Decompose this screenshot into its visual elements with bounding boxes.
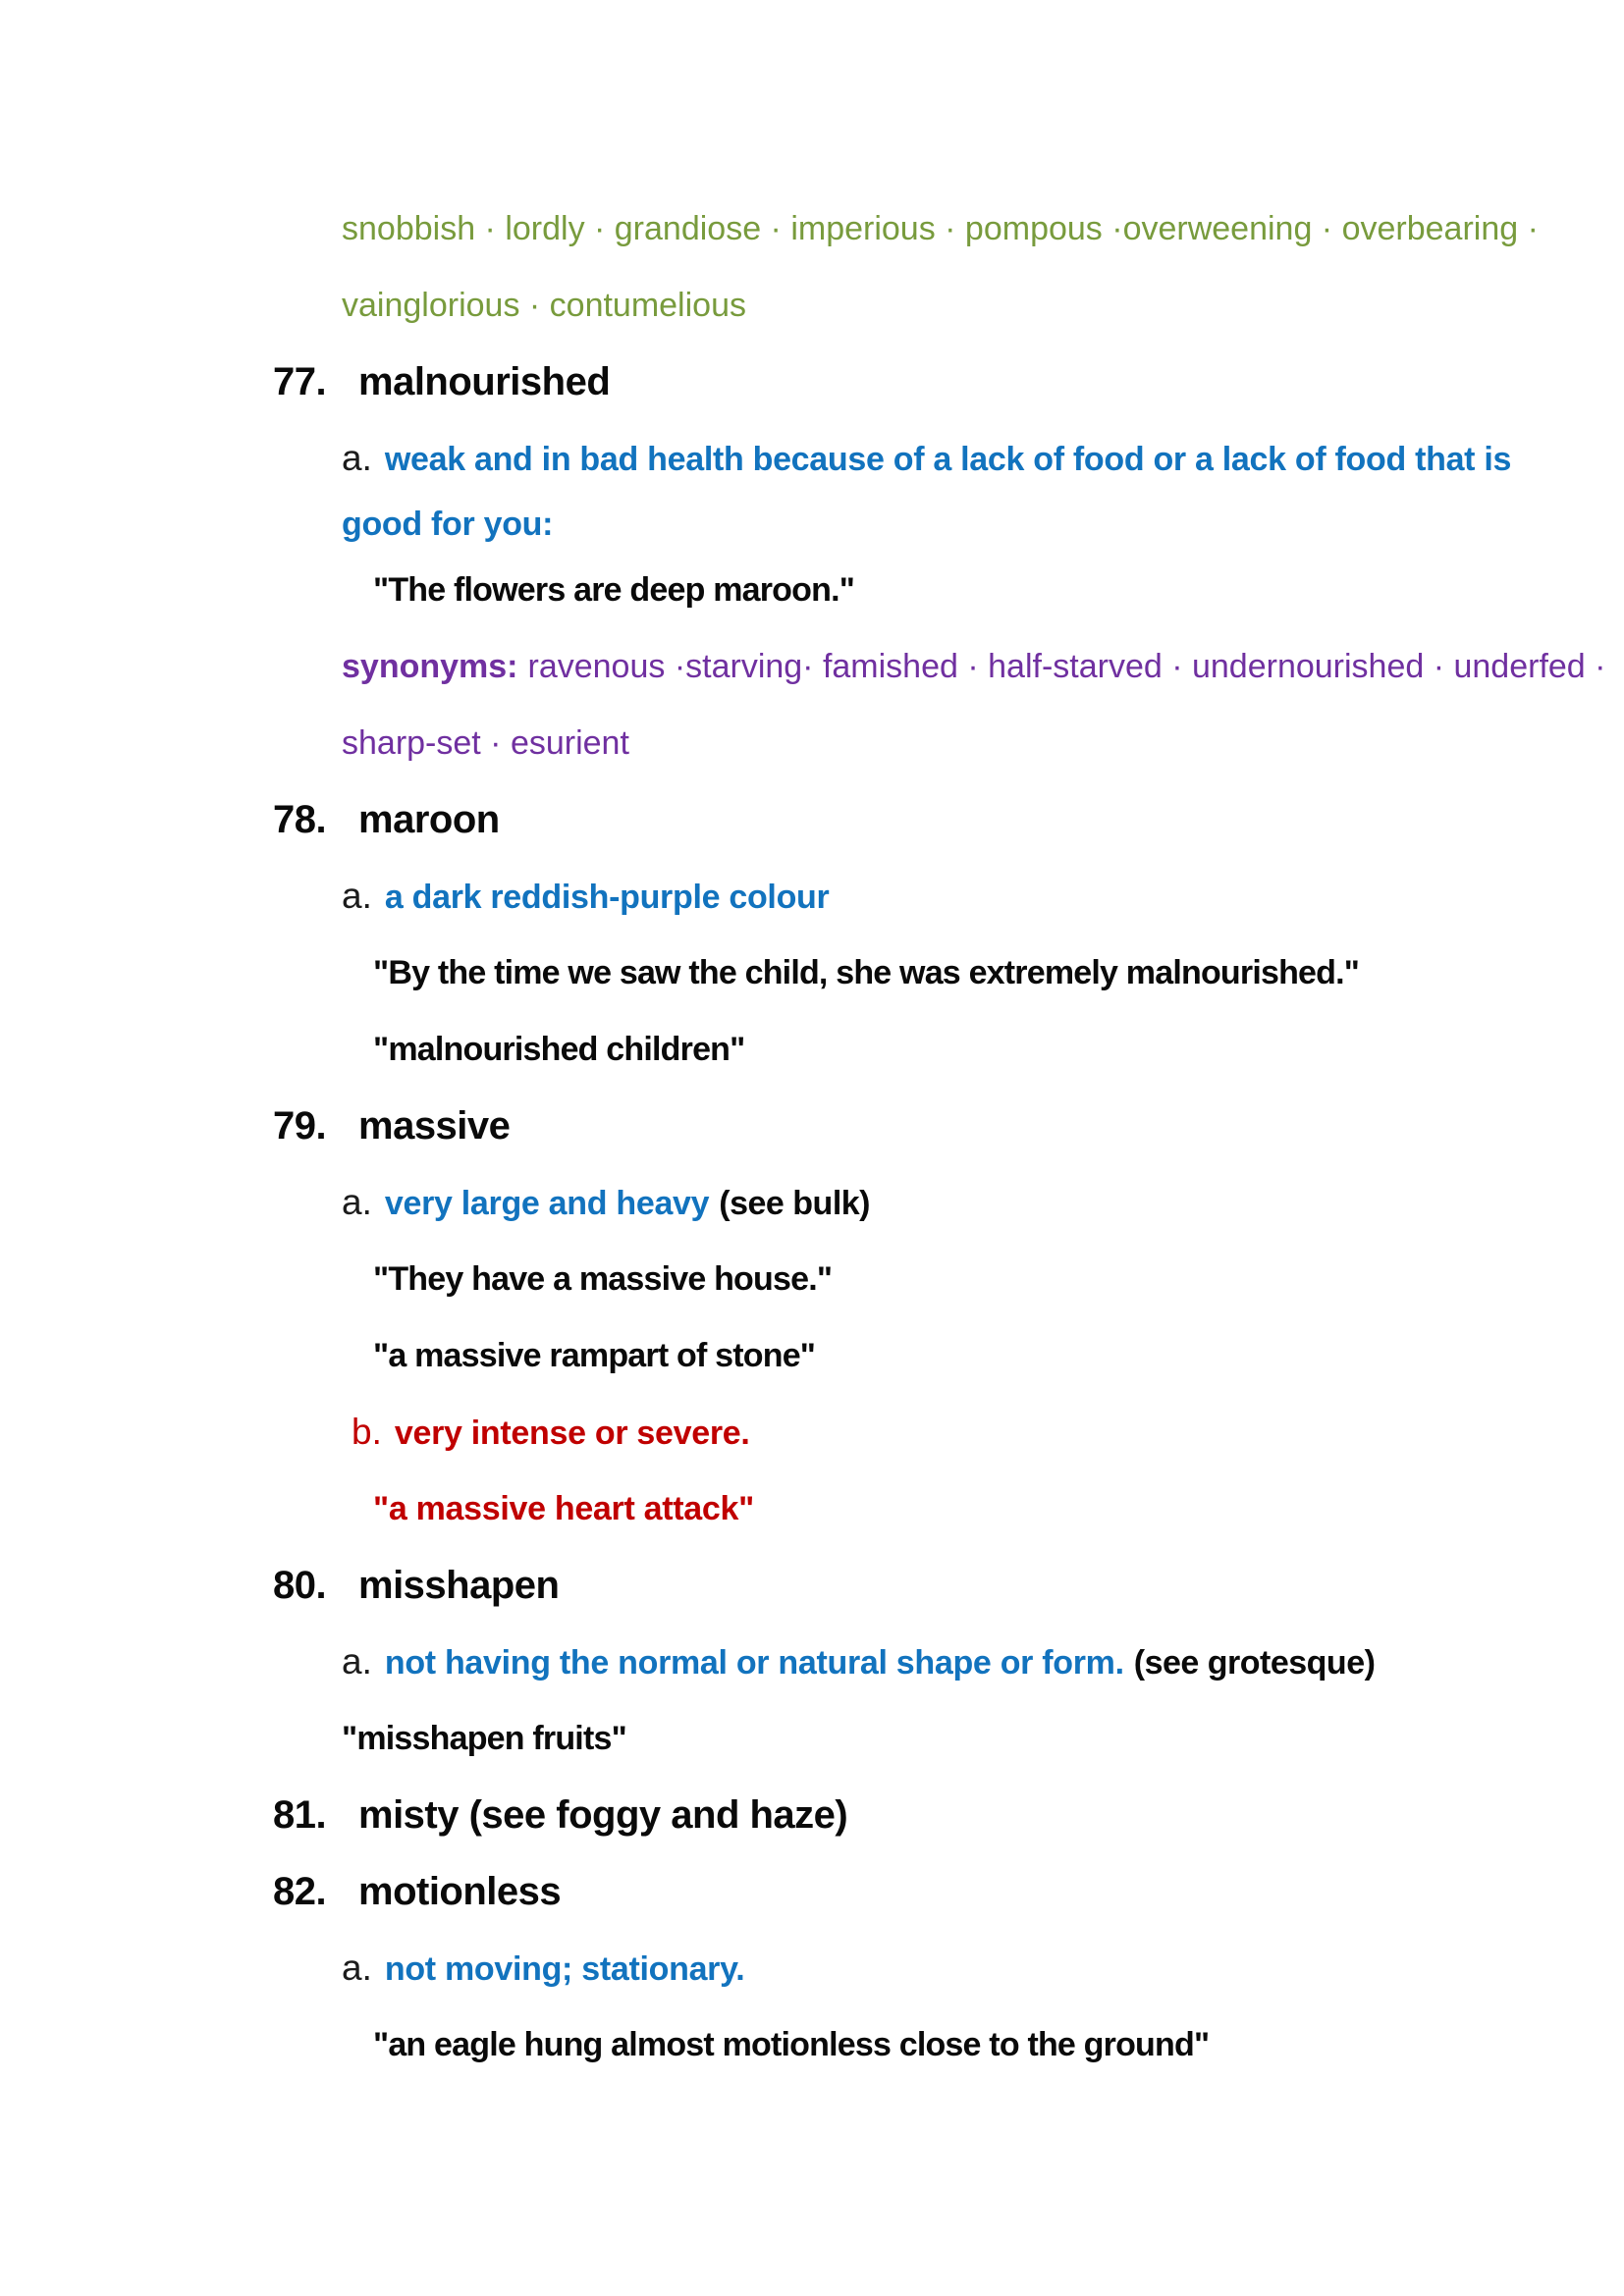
entry-term: motionless — [358, 1870, 562, 1913]
entry-term: misshapen — [358, 1564, 560, 1607]
entry-term: misty (see foggy and haze) — [358, 1793, 848, 1837]
example-text: "They have a massive house." — [373, 1260, 833, 1298]
entry-number: 78. — [273, 798, 327, 841]
entry-80-sense-a-line — [342, 1624, 1624, 1700]
sense-marker: a. — [342, 438, 372, 478]
entry-heading-79 — [273, 1088, 1624, 1164]
carryover-synonyms-text-1: snobbish · lordly · grandiose · imperious · pompous ·overweening · overbearing · — [342, 210, 1539, 247]
entry-heading-80 — [273, 1547, 1624, 1624]
sense-marker: a. — [342, 876, 372, 916]
sense-definition: weak and in bad health because of a lack of food or a lack of food that is — [384, 441, 1512, 478]
sense-marker: a. — [342, 1641, 372, 1682]
entry-77-sense-a-line-1 — [342, 420, 1624, 497]
entry-number: 82. — [273, 1870, 327, 1913]
entry-77-synonyms-line-2 — [342, 705, 1624, 781]
entry-number: 80. — [273, 1564, 327, 1607]
entry-77-sense-a-line-2 — [342, 497, 1624, 552]
sense-definition: very large and heavy — [384, 1185, 710, 1222]
example-text: "a massive heart attack" — [373, 1490, 754, 1527]
sense-definition-continued: good for you: — [342, 506, 554, 543]
example-text: "a massive rampart of stone" — [373, 1337, 816, 1374]
entry-82-sense-a-line — [342, 1930, 1624, 2006]
sense-marker: b. — [352, 1412, 382, 1452]
entry-78-example-line-2 — [373, 1011, 1624, 1088]
entry-78-example-line-1 — [373, 934, 1624, 1011]
sense-marker: a. — [342, 1948, 372, 1988]
entry-79-example-line-3 — [373, 1470, 1624, 1547]
example-text: "The flowers are deep maroon." — [373, 571, 855, 609]
sense-marker: a. — [342, 1182, 372, 1222]
example-text: "malnourished children" — [373, 1031, 745, 1068]
entry-79-example-line-2 — [373, 1317, 1624, 1394]
sense-definition: not moving; stationary. — [384, 1950, 745, 1988]
entry-number: 77. — [273, 360, 327, 403]
cross-reference: (see grotesque) — [1133, 1644, 1376, 1682]
entry-82-example-line — [373, 2006, 1624, 2083]
entry-number: 81. — [273, 1793, 327, 1837]
synonyms-text-1: ravenous ·starving· famished · half-starved · undernourished · underfed · — [527, 648, 1606, 685]
synonyms-text-2: sharp-set · esurient — [342, 724, 629, 762]
example-text: "misshapen fruits" — [342, 1720, 626, 1757]
entry-79-sense-a-line — [342, 1164, 1624, 1241]
entry-77-synonyms-line-1 — [342, 628, 1624, 705]
synonyms-label: synonyms: — [342, 648, 518, 685]
entry-number: 79. — [273, 1104, 327, 1148]
carryover-synonyms-text-2: vainglorious · contumelious — [342, 287, 746, 324]
entry-80-example-line — [342, 1700, 1624, 1777]
carryover-synonyms-line-2 — [342, 267, 1624, 344]
entry-heading-77 — [273, 344, 1624, 420]
example-text: "an eagle hung almost motionless close to the ground" — [373, 2026, 1210, 2063]
carryover-synonyms-line-1 — [342, 190, 1624, 267]
entry-77-example-line — [373, 552, 1624, 628]
entry-heading-82 — [273, 1853, 1624, 1930]
cross-reference: (see bulk) — [719, 1185, 870, 1222]
entry-79-example-line-1 — [373, 1241, 1624, 1317]
entry-78-sense-a-line — [342, 858, 1624, 934]
entry-term: malnourished — [358, 360, 611, 403]
entry-term: massive — [358, 1104, 511, 1148]
entry-heading-78 — [273, 781, 1624, 858]
sense-definition: a dark reddish-purple colour — [384, 879, 830, 916]
example-text: "By the time we saw the child, she was extremely malnourished." — [373, 954, 1360, 991]
entry-79-sense-b-line — [352, 1394, 1624, 1470]
sense-definition: very intense or severe. — [394, 1415, 750, 1452]
sense-definition: not having the normal or natural shape or form. — [384, 1644, 1124, 1682]
entry-heading-81 — [273, 1777, 1624, 1853]
entry-term: maroon — [358, 798, 500, 841]
